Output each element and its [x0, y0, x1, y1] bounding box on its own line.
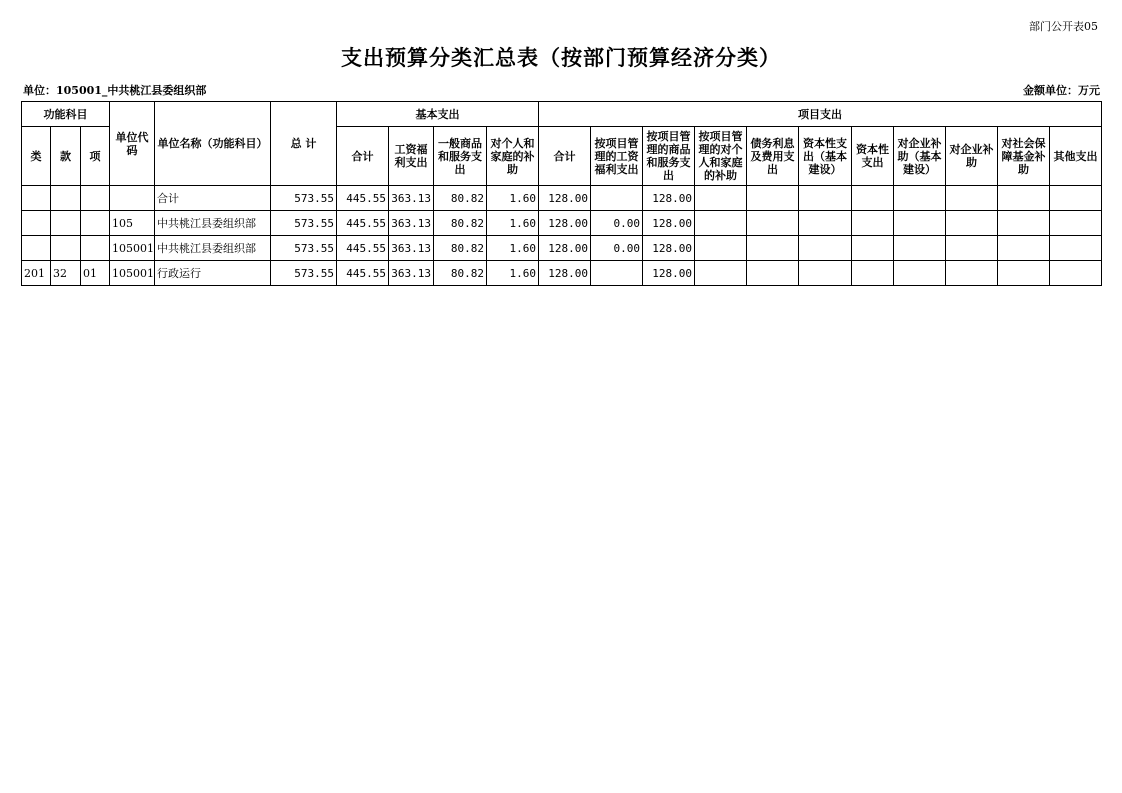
cell-project-salary: 0.00	[591, 236, 643, 261]
cell-project-capital-construction	[799, 236, 852, 261]
cell-xiang	[81, 211, 110, 236]
cell-project-salary	[591, 261, 643, 286]
header-project-household-subsidy: 按项目管理的对个人和家庭的补助	[695, 127, 747, 186]
header-kuan: 款	[51, 127, 81, 186]
cell-total: 573.55	[271, 261, 337, 286]
cell-project-goods-services: 128.00	[643, 186, 695, 211]
cell-project-household-subsidy	[695, 186, 747, 211]
cell-project-capital-construction	[799, 261, 852, 286]
header-total: 总 计	[271, 102, 337, 186]
header-project-debt-interest: 债务利息及费用支出	[747, 127, 799, 186]
cell-basic-subtotal: 445.55	[337, 261, 389, 286]
cell-project-other	[1050, 261, 1102, 286]
cell-project-other	[1050, 211, 1102, 236]
cell-basic-goods-services: 80.82	[434, 261, 487, 286]
cell-unit-name: 中共桃江县委组织部	[155, 236, 271, 261]
cell-basic-goods-services: 80.82	[434, 211, 487, 236]
cell-project-debt-interest	[747, 211, 799, 236]
table-row	[22, 236, 1102, 261]
header-project-other: 其他支出	[1050, 127, 1102, 186]
page-title: 支出预算分类汇总表（按部门预算经济分类）	[341, 45, 781, 70]
cell-unit-name: 合计	[155, 186, 271, 211]
cell-total: 573.55	[271, 236, 337, 261]
header-project-capital: 资本性支出	[852, 127, 894, 186]
cell-unit-code: 105001	[110, 236, 155, 261]
header-project-capital-construction: 资本性支出（基本建设）	[799, 127, 852, 186]
cell-basic-subtotal: 445.55	[337, 211, 389, 236]
cell-basic-salary: 363.13	[389, 211, 434, 236]
cell-project-enterprise	[946, 211, 998, 236]
cell-project-social-security	[998, 236, 1050, 261]
cell-project-debt-interest	[747, 261, 799, 286]
cell-project-enterprise-construction	[894, 261, 946, 286]
cell-project-enterprise-construction	[894, 186, 946, 211]
cell-project-enterprise-construction	[894, 211, 946, 236]
cell-project-subtotal: 128.00	[539, 236, 591, 261]
cell-basic-salary: 363.13	[389, 236, 434, 261]
cell-project-goods-services: 128.00	[643, 211, 695, 236]
cell-project-capital	[852, 261, 894, 286]
cell-basic-salary: 363.13	[389, 186, 434, 211]
amount-unit: 金额单位：万元	[1023, 84, 1100, 97]
header-function-subject: 功能科目	[22, 102, 110, 127]
cell-project-subtotal: 128.00	[539, 186, 591, 211]
cell-project-goods-services: 128.00	[643, 261, 695, 286]
cell-project-capital	[852, 211, 894, 236]
header-basic-goods-services: 一般商品和服务支出	[434, 127, 487, 186]
cell-unit-code: 105	[110, 211, 155, 236]
cell-unit-name: 行政运行	[155, 261, 271, 286]
cell-unit-code: 105001	[110, 261, 155, 286]
cell-basic-goods-services: 80.82	[434, 236, 487, 261]
cell-project-capital-construction	[799, 211, 852, 236]
header-basic-expenditure: 基本支出	[337, 102, 539, 127]
table-row	[22, 211, 1102, 236]
cell-kuan: 32	[51, 261, 81, 286]
header-project-subtotal: 合计	[539, 127, 591, 186]
cell-project-social-security	[998, 261, 1050, 286]
header-project-enterprise: 对企业补助	[946, 127, 998, 186]
cell-project-household-subsidy	[695, 236, 747, 261]
cell-lei	[22, 236, 51, 261]
cell-project-enterprise	[946, 261, 998, 286]
cell-total: 573.55	[271, 211, 337, 236]
cell-project-enterprise	[946, 236, 998, 261]
cell-project-subtotal: 128.00	[539, 261, 591, 286]
cell-project-social-security	[998, 186, 1050, 211]
form-number-label: 部门公开表05	[1029, 20, 1098, 33]
cell-project-other	[1050, 236, 1102, 261]
cell-lei	[22, 211, 51, 236]
table-row	[22, 186, 1102, 211]
cell-kuan	[51, 236, 81, 261]
cell-project-debt-interest	[747, 186, 799, 211]
cell-basic-household-subsidy: 1.60	[487, 261, 539, 286]
cell-basic-salary: 363.13	[389, 261, 434, 286]
header-unit-code: 单位代码	[110, 102, 155, 186]
cell-project-other	[1050, 186, 1102, 211]
cell-unit-code	[110, 186, 155, 211]
cell-basic-subtotal: 445.55	[337, 186, 389, 211]
table-row	[22, 261, 1102, 286]
header-project-salary: 按项目管理的工资福利支出	[591, 127, 643, 186]
cell-project-salary: 0.00	[591, 211, 643, 236]
cell-basic-household-subsidy: 1.60	[487, 211, 539, 236]
cell-project-social-security	[998, 211, 1050, 236]
cell-project-capital	[852, 236, 894, 261]
cell-lei: 201	[22, 261, 51, 286]
cell-basic-goods-services: 80.82	[434, 186, 487, 211]
header-project-goods-services: 按项目管理的商品和服务支出	[643, 127, 695, 186]
cell-kuan	[51, 186, 81, 211]
cell-project-household-subsidy	[695, 261, 747, 286]
cell-lei	[22, 186, 51, 211]
header-project-expenditure: 项目支出	[539, 102, 1102, 127]
cell-project-enterprise	[946, 186, 998, 211]
cell-basic-household-subsidy: 1.60	[487, 186, 539, 211]
header-unit-name: 单位名称（功能科目）	[155, 102, 271, 186]
cell-project-goods-services: 128.00	[643, 236, 695, 261]
cell-project-household-subsidy	[695, 211, 747, 236]
cell-project-enterprise-construction	[894, 236, 946, 261]
unit-name: 单位：105001_中共桃江县委组织部	[23, 84, 207, 97]
cell-xiang: 01	[81, 261, 110, 286]
header-basic-salary: 工资福利支出	[389, 127, 434, 186]
cell-project-subtotal: 128.00	[539, 211, 591, 236]
budget-table	[21, 101, 1102, 286]
header-project-social-security: 对社会保障基金补助	[998, 127, 1050, 186]
header-basic-household-subsidy: 对个人和家庭的补助	[487, 127, 539, 186]
cell-xiang	[81, 236, 110, 261]
header-xiang: 项	[81, 127, 110, 186]
cell-kuan	[51, 211, 81, 236]
cell-project-capital	[852, 186, 894, 211]
cell-project-debt-interest	[747, 236, 799, 261]
header-basic-subtotal: 合计	[337, 127, 389, 186]
header-lei: 类	[22, 127, 51, 186]
cell-total: 573.55	[271, 186, 337, 211]
cell-basic-household-subsidy: 1.60	[487, 236, 539, 261]
header-project-enterprise-construction: 对企业补助（基本建设）	[894, 127, 946, 186]
cell-project-capital-construction	[799, 186, 852, 211]
cell-project-salary	[591, 186, 643, 211]
cell-basic-subtotal: 445.55	[337, 236, 389, 261]
cell-xiang	[81, 186, 110, 211]
cell-unit-name: 中共桃江县委组织部	[155, 211, 271, 236]
